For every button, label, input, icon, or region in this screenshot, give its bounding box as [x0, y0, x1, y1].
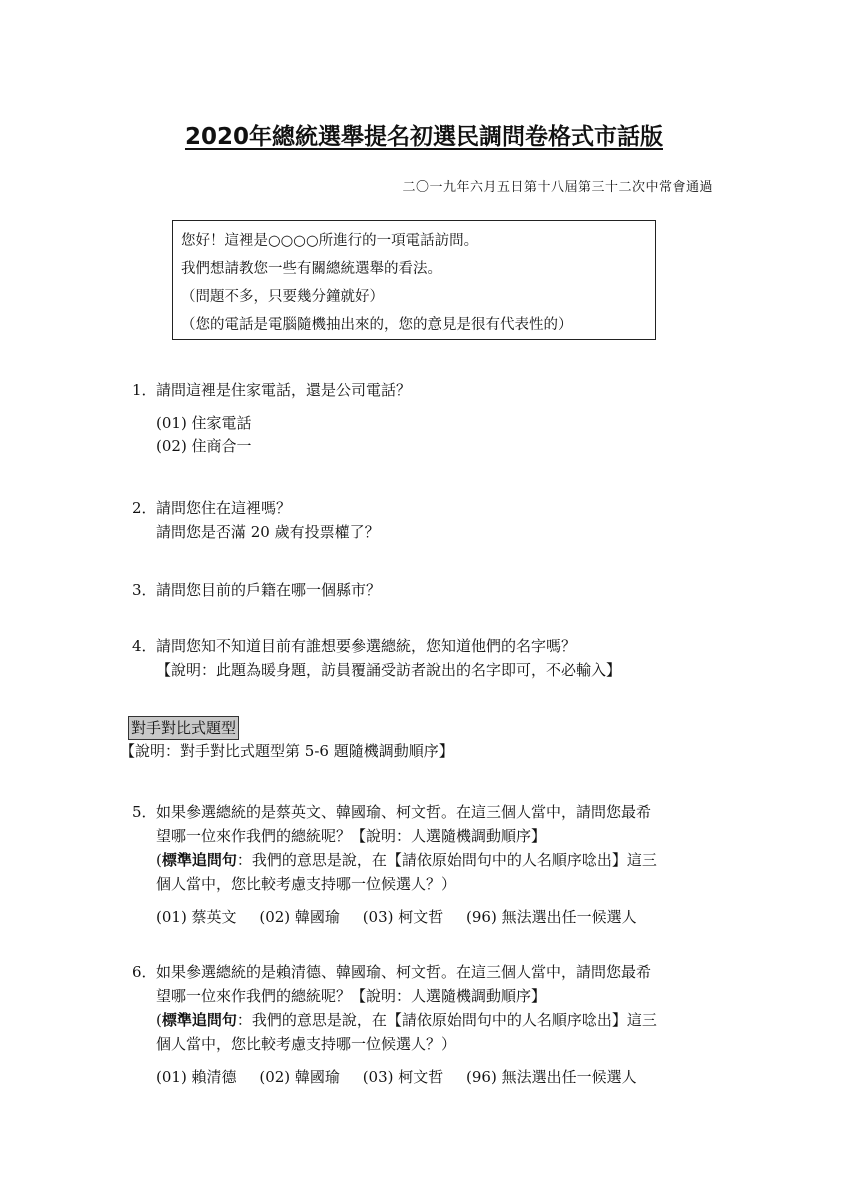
intro-line: （問題不多，只要幾分鐘就好） [181, 289, 384, 305]
followup-text: 個人當中，您比較考慮支持哪一位候選人？） [156, 875, 457, 893]
answer-option: (02) 住商合一 [156, 437, 252, 455]
question-text: 請問這裡是住家電話，還是公司電話？ [156, 381, 412, 399]
question-text: 如果參選總統的是蔡英文、韓國瑜、柯文哲。在這三個人當中，請問您最希 [156, 803, 652, 821]
question-number: 1． [132, 381, 157, 399]
question-text: 望哪一位來作我們的總統呢？【說明：人選隨機調動順序】 [156, 987, 547, 1005]
question-4 [132, 634, 621, 682]
question-text: 望哪一位來作我們的總統呢？【說明：人選隨機調動順序】 [156, 827, 547, 845]
section-note: 【說明：對手對比式題型第 5-6 題隨機調動順序】 [120, 742, 454, 760]
intro-line: 我們想請教您一些有關總統選舉的看法。 [181, 261, 442, 277]
document-title: 2020年總統選舉提名初選民調問卷格式市話版 [184, 124, 663, 150]
answer-option: (01) 蔡英文 [156, 908, 237, 926]
question-number: 3． [132, 581, 157, 599]
question-text: 如果參選總統的是賴清德、韓國瑜、柯文哲。在這三個人當中，請問您最希 [156, 963, 652, 981]
followup-question: (標準追問句：我們的意思是說，在【請依原始問句中的人名順序唸出】這三 [156, 1011, 657, 1029]
intro-line: 您好！這裡是○○○○所進行的一項電話訪問。 [181, 233, 479, 249]
followup-label: 標準追問句 [161, 851, 237, 869]
answer-option: (01) 賴清德 [156, 1068, 237, 1086]
question-6 [132, 960, 657, 1089]
followup-text: ：我們的意思是說，在【請依原始問句中的人名順序唸出】這三 [236, 1011, 657, 1029]
question-number: 4． [132, 637, 157, 655]
followup-question: (標準追問句：我們的意思是說，在【請依原始問句中的人名順序唸出】這三 [156, 851, 657, 869]
followup-text: 個人當中，您比較考慮支持哪一位候選人？） [156, 1035, 457, 1053]
approval-note: 二〇一九年六月五日第十八屆第三十二次中常會通過 [402, 180, 713, 195]
answer-option: (02) 韓國瑜 [259, 1068, 340, 1086]
followup-label: 標準追問句 [161, 1011, 237, 1029]
question-1 [132, 378, 411, 458]
question-text: 請問您知不知道目前有誰想要參選總統，您知道他們的名字嗎？ [156, 637, 577, 655]
intro-line: （您的電話是電腦隨機抽出來的，您的意見是很有代表性的） [181, 317, 573, 333]
question-number: 5． [132, 803, 157, 821]
question-3 [132, 578, 381, 602]
answer-options [132, 906, 657, 929]
question-5 [132, 800, 657, 929]
answer-options [132, 412, 411, 458]
question-text: 請問您住在這裡嗎？ [156, 499, 292, 517]
followup-text: ：我們的意思是說，在【請依原始問句中的人名順序唸出】這三 [236, 851, 657, 869]
answer-option: (01) 住家電話 [156, 414, 252, 432]
question-text: 請問您目前的戶籍在哪一個縣市？ [156, 581, 382, 599]
section-tag: 對手對比式題型 [128, 716, 239, 740]
answer-option: (96) 無法選出任一候選人 [466, 908, 637, 926]
answer-option: (03) 柯文哲 [362, 1068, 444, 1086]
answer-option: (96) 無法選出任一候選人 [466, 1068, 637, 1086]
interviewer-note: 【說明：此題為暖身題，訪員覆誦受訪者說出的名字即可，不必輸入】 [156, 661, 622, 679]
question-2 [132, 496, 380, 544]
intro-script-box [172, 220, 656, 340]
answer-option: (03) 柯文哲 [362, 908, 444, 926]
question-number: 2． [132, 499, 157, 517]
answer-options [132, 1066, 657, 1089]
question-text: 請問您是否滿 20 歲有投票權了？ [156, 523, 380, 541]
answer-option: (02) 韓國瑜 [259, 908, 340, 926]
question-number: 6． [132, 963, 157, 981]
